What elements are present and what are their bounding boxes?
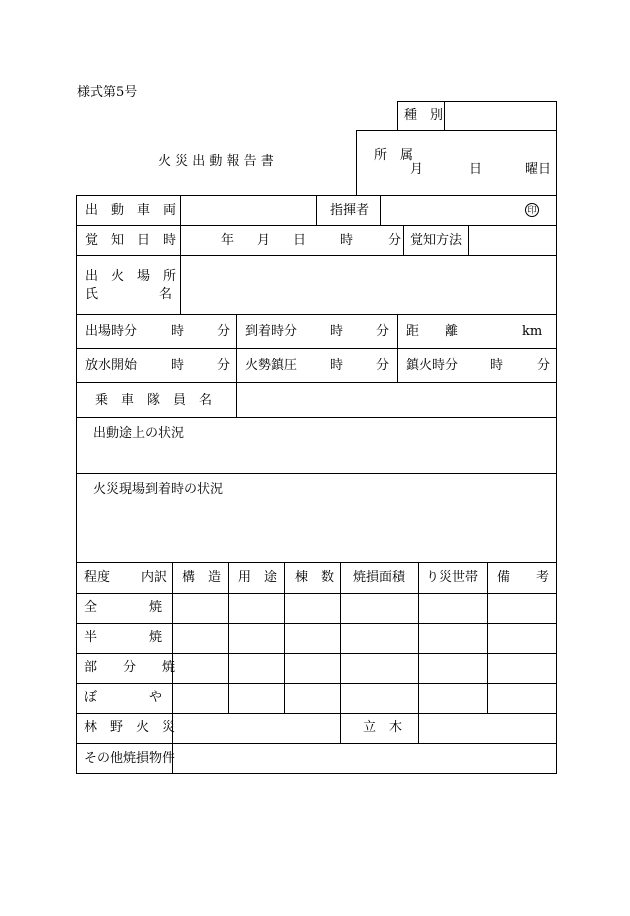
distance-label: 距 離 [406,324,459,339]
row-line [76,683,557,684]
page-title: 火 災 出 動 報 告 書 [158,154,274,169]
kind-divider [444,101,445,131]
dt-month: 月 [257,233,271,248]
kind-label: 種 別 [404,108,444,123]
km-unit: km [522,324,543,339]
header-remarks: 備 考 [497,570,550,585]
row-label-full: 全 焼 [84,600,163,615]
row-line [76,593,557,594]
header-area: 焼損面積 [353,570,406,585]
row-line [76,417,557,418]
header-degree: 程度 [84,570,111,585]
col-line [403,225,404,255]
row-line [76,713,557,714]
col-line [340,562,341,743]
col-line [418,562,419,743]
arrive-minute: 分 [376,324,390,339]
row-line [76,653,557,654]
col-line [487,562,488,713]
arrival-label: 火災現場到着時の状況 [93,482,224,497]
extinguish-label: 鎮火時分 [406,358,459,373]
suppress-hour: 時 [330,358,344,373]
suppress-label: 火勢鎮圧 [245,358,298,373]
row-line [76,382,557,383]
vehicle-label: 出 動 車 両 [85,203,177,218]
extinguish-minute: 分 [537,358,551,373]
row-line [76,743,557,744]
seal-icon: 印 [525,203,539,217]
office-month: 月 [410,162,424,177]
form-number: 様式第5号 [77,85,138,100]
forest-label: 林 野 火 災 [84,720,176,735]
col-line [468,225,469,255]
depart-minute: 分 [217,324,231,339]
col-line [380,195,381,225]
standing-tree-label: 立 木 [363,720,403,735]
dt-hour: 時 [340,233,354,248]
arrive-hour: 時 [330,324,344,339]
col-line [236,314,237,382]
row-label-small: ぼ や [84,690,163,705]
water-hour: 時 [171,358,185,373]
col-line [397,314,398,382]
col-line [180,225,181,255]
header-structure: 構 造 [182,570,222,585]
enroute-label: 出動途上の状況 [93,426,185,441]
col-line [180,195,181,225]
commander-label: 指揮者 [330,203,370,218]
dt-minute: 分 [388,233,402,248]
row-line [76,562,557,563]
other-label: その他焼損物件 [84,751,176,766]
crew-label: 乗 車 隊 員 名 [95,393,213,408]
header-breakdown: 内訳 [141,570,168,585]
row-line [76,348,557,349]
extinguish-hour: 時 [490,358,504,373]
col-line [316,195,317,225]
col-line [180,255,181,314]
water-minute: 分 [217,358,231,373]
row-line [76,623,557,624]
arrive-time-label: 到着時分 [245,324,298,339]
header-count: 棟 数 [295,570,335,585]
row-line [76,225,557,226]
suppress-minute: 分 [376,358,390,373]
header-usage: 用 途 [238,570,278,585]
office-weekday: 曜日 [525,162,552,177]
row-line [76,314,557,315]
awareness-method-label: 覚知方法 [410,233,463,248]
name-label-right: 名 [159,287,173,302]
header-households: り災世帯 [426,570,479,585]
col-line [228,562,229,713]
row-label-half: 半 焼 [84,630,163,645]
name-label-left: 氏 [85,287,99,302]
depart-time-label: 出場時分 [85,324,138,339]
row-line [76,473,557,474]
awareness-label: 覚 知 日 時 [85,233,177,248]
col-line [284,562,285,713]
dt-year: 年 [221,233,235,248]
fire-place-label: 出 火 場 所 [85,269,177,284]
office-day: 日 [469,162,483,177]
depart-hour: 時 [171,324,185,339]
office-label: 所 属 [374,148,414,163]
col-line [236,382,237,417]
water-start-label: 放水開始 [85,358,138,373]
row-label-partial: 部 分 焼 [84,660,176,675]
row-line [76,255,557,256]
dt-day: 日 [293,233,307,248]
